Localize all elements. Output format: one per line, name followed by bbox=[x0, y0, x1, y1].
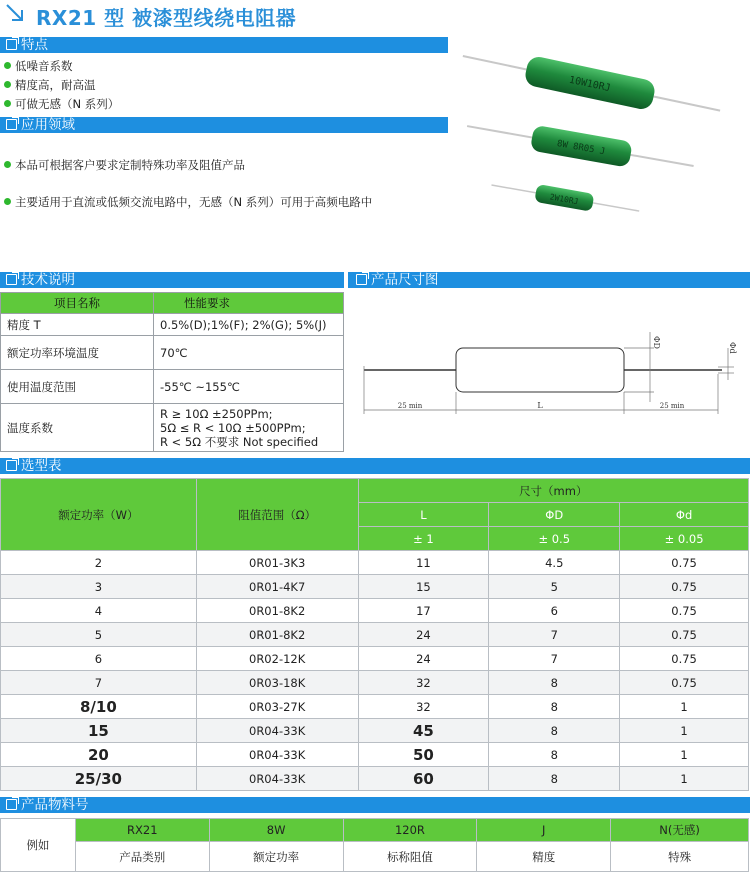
table-header: 尺寸（mm） bbox=[358, 479, 748, 503]
table-cell: 8 bbox=[489, 767, 620, 791]
table-cell: 0R03-27K bbox=[196, 695, 358, 719]
table-cell: 20 bbox=[1, 743, 197, 767]
table-cell: 60 bbox=[358, 767, 489, 791]
table-row bbox=[1, 671, 749, 695]
table-cell: 例如 bbox=[1, 819, 76, 872]
selection-table bbox=[0, 478, 749, 791]
table-cell: 8 bbox=[489, 671, 620, 695]
table-cell: 4.5 bbox=[489, 551, 620, 575]
table-header-row bbox=[1, 479, 749, 503]
table-cell: 11 bbox=[358, 551, 489, 575]
external-link-icon bbox=[6, 274, 17, 285]
table-cell: -55℃ ~155℃ bbox=[154, 370, 344, 404]
tech-table bbox=[0, 292, 344, 452]
table-header: ΦD bbox=[489, 503, 620, 527]
bullet-icon bbox=[4, 198, 11, 205]
table-cell: 6 bbox=[489, 599, 620, 623]
table-cell: 3 bbox=[1, 575, 197, 599]
bullet-icon bbox=[4, 100, 11, 107]
external-link-icon bbox=[6, 460, 17, 471]
arrow-icon bbox=[4, 2, 26, 24]
section-bar-tech: 技术说明 产品尺寸图 bbox=[0, 272, 750, 288]
external-link-icon bbox=[356, 274, 367, 285]
application-item: 主要适用于直流或低频交流电路中，无感（N 系列）可用于高频电路中 bbox=[4, 194, 372, 210]
table-cell: 0R04-33K bbox=[196, 719, 358, 743]
table-cell: 0.75 bbox=[620, 647, 749, 671]
table-cell: 使用温度范围 bbox=[1, 370, 154, 404]
table-row bbox=[1, 647, 749, 671]
table-row bbox=[1, 767, 749, 791]
feature-item: 精度高，耐高温 bbox=[4, 77, 96, 93]
table-cell: 0.75 bbox=[620, 623, 749, 647]
dimensions-bar-label: 产品尺寸图 bbox=[350, 272, 439, 288]
table-cell: 32 bbox=[358, 695, 489, 719]
table-cell: 50 bbox=[358, 743, 489, 767]
application-item: 本品可根据客户要求定制特殊功率及阻值产品 bbox=[4, 157, 245, 173]
table-cell: 额定功率环境温度 bbox=[1, 336, 154, 370]
table-cell: 精度 T bbox=[1, 314, 154, 336]
dimension-label: L bbox=[537, 401, 543, 410]
section-bar-selection: 选型表 bbox=[0, 458, 750, 474]
table-cell: J bbox=[477, 819, 611, 842]
spec-line: 5Ω ≤ R < 10Ω ±500PPm; bbox=[160, 420, 306, 435]
table-header: Φd bbox=[620, 503, 749, 527]
external-link-icon bbox=[6, 119, 17, 130]
table-cell: 0R04-33K bbox=[196, 767, 358, 791]
table-cell: 0.5%(D);1%(F); 2%(G); 5%(J) bbox=[154, 314, 344, 336]
table-cell: 1 bbox=[620, 695, 749, 719]
dimension-drawing bbox=[352, 318, 748, 428]
external-link-icon bbox=[6, 39, 17, 50]
table-row bbox=[1, 842, 749, 872]
dimension-label: Φd bbox=[728, 342, 737, 354]
table-cell: 0.75 bbox=[620, 551, 749, 575]
table-cell: 8/10 bbox=[1, 695, 197, 719]
dimension-label: ΦD bbox=[652, 336, 661, 349]
table-cell: 25/30 bbox=[1, 767, 197, 791]
table-cell: 24 bbox=[358, 647, 489, 671]
table-row bbox=[1, 695, 749, 719]
table-cell: 32 bbox=[358, 671, 489, 695]
part-number-table bbox=[0, 818, 749, 872]
bullet-icon bbox=[4, 161, 11, 168]
feature-item: 可做无感（N 系列） bbox=[4, 96, 119, 112]
table-cell: 0R01-3K3 bbox=[196, 551, 358, 575]
resistor-photo bbox=[455, 28, 750, 228]
table-header: ± 0.5 bbox=[489, 527, 620, 551]
section-bar-applications: 应用领域 bbox=[0, 117, 448, 133]
table-cell: 45 bbox=[358, 719, 489, 743]
table-cell: 0R01-8K2 bbox=[196, 623, 358, 647]
dimension-label: 25 min bbox=[397, 402, 423, 410]
table-cell: 7 bbox=[489, 647, 620, 671]
spec-line: R < 5Ω 不要求 Not specified bbox=[160, 434, 319, 449]
table-header: 额定功率（W） bbox=[1, 479, 197, 551]
table-cell: 产品类别 bbox=[75, 842, 209, 872]
table-cell: 8 bbox=[489, 719, 620, 743]
table-cell: 1 bbox=[620, 743, 749, 767]
section-bar-features: 特点 bbox=[0, 37, 448, 53]
table-cell: 0R01-4K7 bbox=[196, 575, 358, 599]
table-cell: 精度 bbox=[477, 842, 611, 872]
table-cell: 15 bbox=[358, 575, 489, 599]
table-cell: 温度系数 bbox=[1, 404, 154, 452]
table-cell: 0.75 bbox=[620, 671, 749, 695]
table-row bbox=[1, 336, 344, 370]
table-cell: RX21 bbox=[75, 819, 209, 842]
table-cell: 70℃ bbox=[154, 336, 344, 370]
page-title: RX21 型 被漆型线绕电阻器 bbox=[36, 6, 297, 30]
table-row bbox=[1, 599, 749, 623]
table-cell: 8 bbox=[489, 743, 620, 767]
table-cell: 0.75 bbox=[620, 599, 749, 623]
table-header: 性能要求 bbox=[154, 293, 344, 314]
table-cell: 15 bbox=[1, 719, 197, 743]
feature-item: 低噪音系数 bbox=[4, 58, 73, 74]
table-cell: 0R01-8K2 bbox=[196, 599, 358, 623]
table-cell: N(无感) bbox=[611, 819, 749, 842]
table-cell: 1 bbox=[620, 767, 749, 791]
table-cell: 8 bbox=[489, 695, 620, 719]
resistor-label: 10W10RJ bbox=[567, 74, 612, 95]
table-cell: 额定功率 bbox=[209, 842, 343, 872]
section-bar-part-number: 产品物料号 bbox=[0, 797, 750, 813]
table-header: ± 1 bbox=[358, 527, 489, 551]
table-row bbox=[1, 370, 344, 404]
table-row bbox=[1, 743, 749, 767]
bullet-icon bbox=[4, 62, 11, 69]
bullet-icon bbox=[4, 81, 11, 88]
table-row bbox=[1, 719, 749, 743]
table-cell: 0R04-33K bbox=[196, 743, 358, 767]
dimension-label: 25 min bbox=[659, 402, 685, 410]
table-cell: 120R bbox=[343, 819, 477, 842]
table-row bbox=[1, 551, 749, 575]
table-header-row bbox=[1, 293, 344, 314]
table-row bbox=[1, 575, 749, 599]
table-cell: 17 bbox=[358, 599, 489, 623]
external-link-icon bbox=[6, 799, 17, 810]
table-header: 项目名称 bbox=[1, 293, 154, 314]
table-cell: 24 bbox=[358, 623, 489, 647]
table-cell: 6 bbox=[1, 647, 197, 671]
table-header: L bbox=[358, 503, 489, 527]
table-cell: 0R03-18K bbox=[196, 671, 358, 695]
table-cell: 5 bbox=[489, 575, 620, 599]
table-cell: 1 bbox=[620, 719, 749, 743]
table-cell: 8W bbox=[209, 819, 343, 842]
table-row bbox=[1, 819, 749, 842]
table-cell: 标称阻值 bbox=[343, 842, 477, 872]
table-cell: 2 bbox=[1, 551, 197, 575]
table-cell: 4 bbox=[1, 599, 197, 623]
spec-line: R ≥ 10Ω ±250PPm; bbox=[160, 406, 273, 421]
table-cell bbox=[154, 404, 344, 452]
table-header: ± 0.05 bbox=[620, 527, 749, 551]
resistor-label: 2W10RJ bbox=[549, 192, 580, 207]
table-cell: 7 bbox=[489, 623, 620, 647]
resistor-label: 8W 8R05 J bbox=[556, 139, 606, 158]
table-cell: 0R02-12K bbox=[196, 647, 358, 671]
table-row bbox=[1, 623, 749, 647]
table-cell: 特殊 bbox=[611, 842, 749, 872]
table-header: 阻值范围（Ω） bbox=[196, 479, 358, 551]
table-row bbox=[1, 314, 344, 336]
table-cell: 0.75 bbox=[620, 575, 749, 599]
table-row bbox=[1, 404, 344, 452]
table-cell: 5 bbox=[1, 623, 197, 647]
table-cell: 7 bbox=[1, 671, 197, 695]
